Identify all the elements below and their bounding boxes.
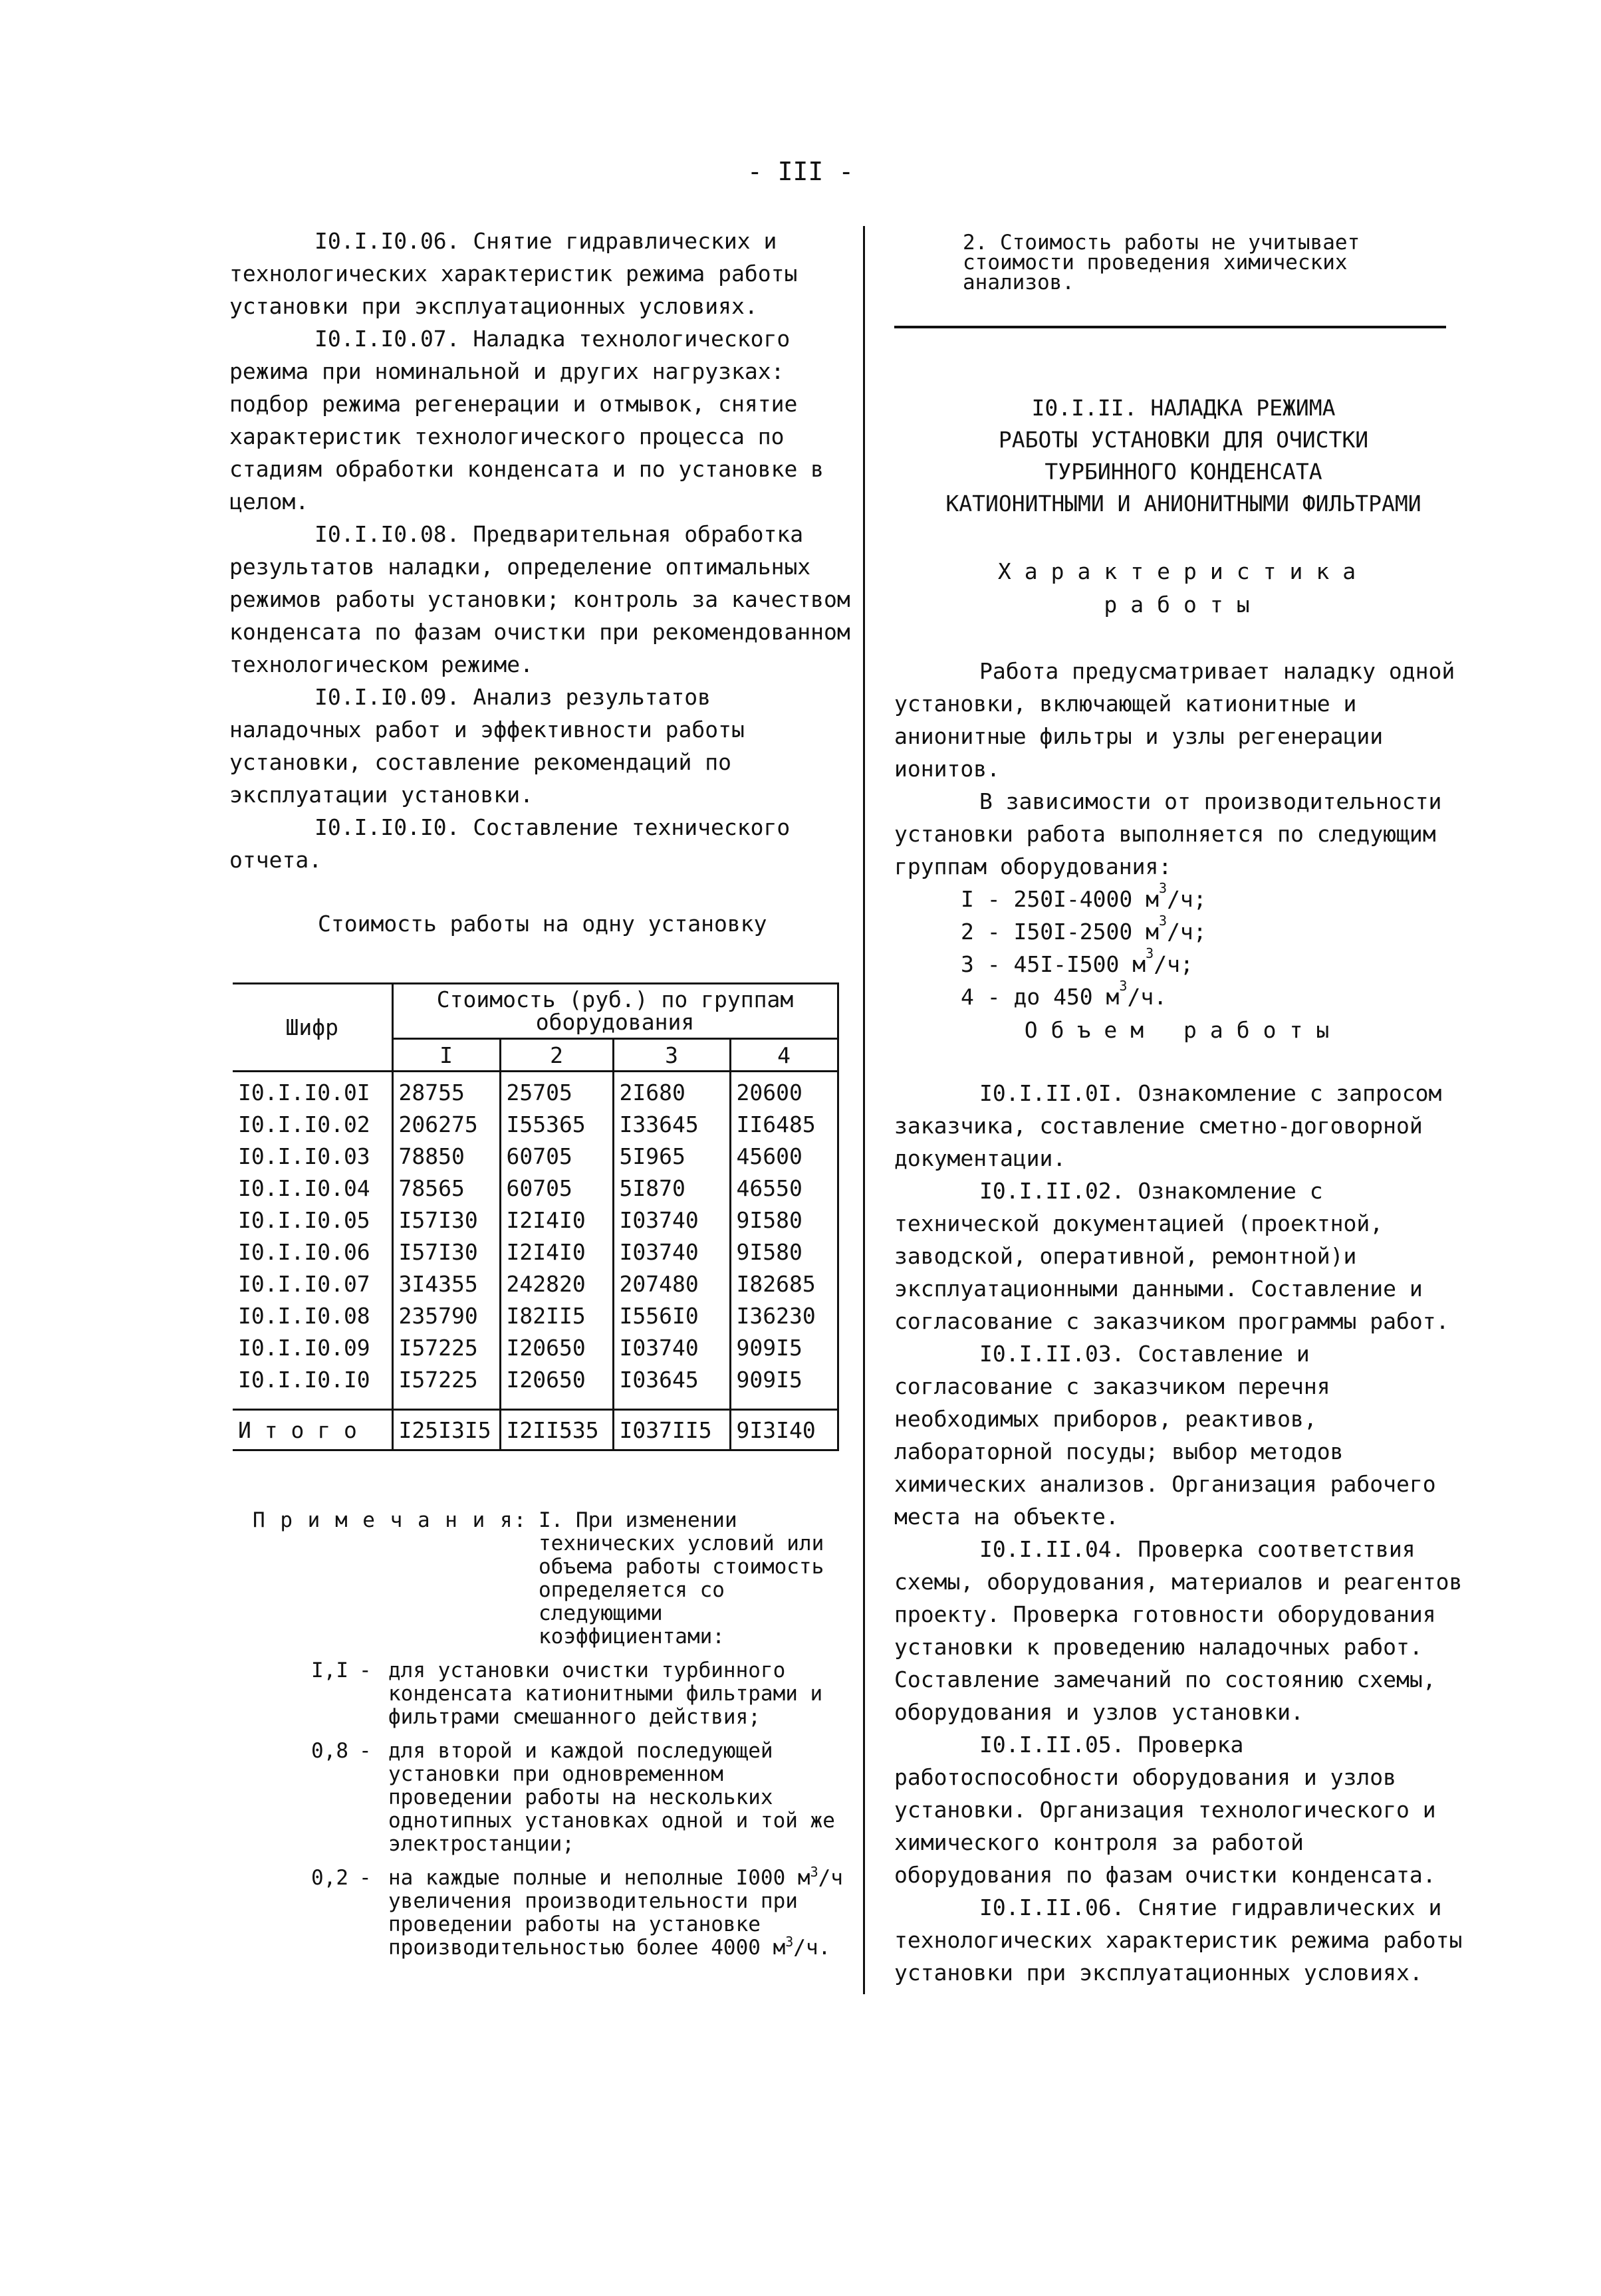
total-label: И т о г о bbox=[233, 1410, 392, 1450]
group-2-header: 2 bbox=[500, 1039, 613, 1072]
table-row: I0.I.I0.08 235790 I82II5 I556I0 I36230 bbox=[233, 1300, 838, 1331]
characteristic-heading: Характеристика работы bbox=[997, 558, 1370, 618]
notes-label: П р и м е ч а н и я: bbox=[253, 1508, 528, 1532]
table-row: I0.I.I0.09 I57225 I20650 I03740 909I5 bbox=[233, 1331, 838, 1363]
group-3-header: 3 bbox=[613, 1039, 730, 1072]
note-item: 0,8 - для второй и каждой последующей установки при одновременном проведении работы на нескольких однотипных установках одной и той же электростанции; bbox=[311, 1739, 835, 1856]
item-10-1-11-04: I0.I.II.04. Проверка соответствия схемы, оборудования, материалов и реагентов проекту. Проверка готовности оборудования установки к проведению наладочных работ. Составление замечаний по состоянию схемы, оборудования и узлов установки. bbox=[894, 1536, 1463, 1725]
paragraph-10-1-10-10: I0.I.I0.I0. Составление технического отчета. bbox=[229, 814, 791, 873]
list-item: I - 250I-4000 $м^3/ч$; bbox=[961, 880, 1207, 912]
paragraph-10-1-10-06: I0.I.I0.06. Снятие гидравлических и технологических характеристик режима работы установки при эксплуатационных условиях. bbox=[229, 228, 798, 319]
note-item: 0,2 - на каждые полные и неполные I000 $м^3/ч$ увеличения производительности при проведении работы на установке производительностью более 4000 $м^3/ч$. bbox=[311, 1864, 843, 1960]
item-10-1-11-02: I0.I.II.02. Ознакомление с технической документацией (проектной, заводской, оперативной, ремонтной)и эксплуатационными данными. Составление и согласование с заказчиком программы работ. bbox=[894, 1178, 1449, 1334]
column-divider bbox=[863, 226, 865, 1994]
left-column bbox=[229, 225, 854, 876]
table-row: I0.I.I0.02 206275 I55365 I33645 II6485 bbox=[233, 1108, 838, 1140]
list-item: 2 - I50I-2500 $м^3/ч$; bbox=[961, 913, 1207, 945]
table-row: I0.I.I0.I0 I57225 I20650 I03645 909I5 bbox=[233, 1363, 838, 1395]
volume-heading: Объем работы bbox=[1024, 1017, 1343, 1043]
table-row: I0.I.I0.03 78850 60705 5I965 45600 bbox=[233, 1140, 838, 1172]
notes-intro: I. При изменении технических условий или объема работы стоимость определяется со следующими коэффициентами: bbox=[539, 1508, 824, 1649]
note-2: 2. Стоимость работы не учитывает стоимости проведения химических анализов. bbox=[963, 231, 1360, 294]
header-code: Шифр bbox=[233, 984, 392, 1072]
characteristic-text: Работа предусматривает наладку одной установки, включающей катионитные и анионитные фильтры и узлы регенерации ионитов. В зависимости от производительности установки работа выполняется по следующим группам оборудования: I - 250I-4000 $м^3/ч$; 2 - I50I-2500 $м^3/ч$; 3 - 45I-I500 $м^3/ч$; 4 - до 450 $м^3/ч$. bbox=[894, 655, 1473, 1013]
table-row: I0.I.I0.04 78565 60705 5I870 46550 bbox=[233, 1172, 838, 1204]
note-item: I,I - для установки очистки турбинного конденсата катионитными фильтрами и фильтрами смешанного действия; bbox=[311, 1659, 823, 1729]
table-caption: Стоимость работы на одну установку bbox=[318, 911, 767, 937]
item-10-1-11-06: I0.I.II.06. Снятие гидравлических и технологических характеристик режима работы установки при эксплуатационных условиях. bbox=[894, 1894, 1463, 1986]
list-item: 3 - 45I-I500 $м^3/ч$; bbox=[961, 945, 1193, 977]
cost-table bbox=[233, 982, 839, 1451]
table-row: I0.I.I0.06 I57I30 I2I4I0 I03740 9I580 bbox=[233, 1236, 838, 1268]
item-10-1-11-03: I0.I.II.03. Составление и согласование с заказчиком перечня необходимых приборов, реактивов, лабораторной посуды; выбор методов химических анализов. Организация рабочего места на объекте. bbox=[894, 1341, 1436, 1530]
total-row: И т о г о I25I3I5 I2II535 I037II5 9I3I40 bbox=[233, 1410, 838, 1450]
group-4-header: 4 bbox=[730, 1039, 838, 1072]
table-row: I0.I.I0.07 3I4355 242820 207480 I82685 bbox=[233, 1268, 838, 1300]
item-10-1-11-05: I0.I.II.05. Проверка работоспособности оборудования и узлов установки. Организация технологического и химического контроля за работой оборудования по фазам очистки конденсата. bbox=[894, 1732, 1436, 1888]
volume-items bbox=[894, 1077, 1473, 1989]
paragraph-10-1-10-07: I0.I.I0.07. Наладка технологического режима при номинальной и других нагрузках: подбор режима регенерации и отмывок, снятие характеристик технологического процесса по стадиям обработки конденсата и по установке в целом. bbox=[229, 326, 824, 515]
item-10-1-11-01: I0.I.II.0I. Ознакомление с запросом заказчика, составление сметно-договорной документации. bbox=[894, 1080, 1442, 1171]
notes-block bbox=[253, 1509, 851, 1960]
table-row: I0.I.I0.05 I57I30 I2I4I0 I03740 9I580 bbox=[233, 1204, 838, 1236]
section-separator bbox=[894, 326, 1446, 328]
paragraph-10-1-10-09: I0.I.I0.09. Анализ результатов наладочных работ и эффективности работы установки, составление рекомендаций по эксплуатации установки. bbox=[229, 684, 745, 808]
table-row: I0.I.I0.0I 28755 25705 2I680 20600 bbox=[233, 1072, 838, 1109]
page-number: - III - bbox=[747, 157, 854, 186]
paragraph-10-1-10-08: I0.I.I0.08. Предварительная обработка результатов наладки, определение оптимальных режимов работы установки; контроль за качеством конденсата по фазам очистки при рекомендованном технологическом режиме. bbox=[229, 521, 850, 677]
section-title: I0.I.II. НАЛАДКА РЕЖИМА РАБОТЫ УСТАНОВКИ ДЛЯ ОЧИСТКИ ТУРБИННОГО КОНДЕНСАТА КАТИОНИТНЫМИ И АНИОНИТНЫМИ ФИЛЬТРАМИ bbox=[945, 395, 1421, 517]
group-1-header: I bbox=[392, 1039, 500, 1072]
header-cost: Стоимость (руб.) по группам оборудования bbox=[392, 984, 838, 1039]
equipment-groups bbox=[894, 880, 1473, 1013]
list-item: 4 - до 450 $м^3/ч$. bbox=[961, 978, 1168, 1010]
